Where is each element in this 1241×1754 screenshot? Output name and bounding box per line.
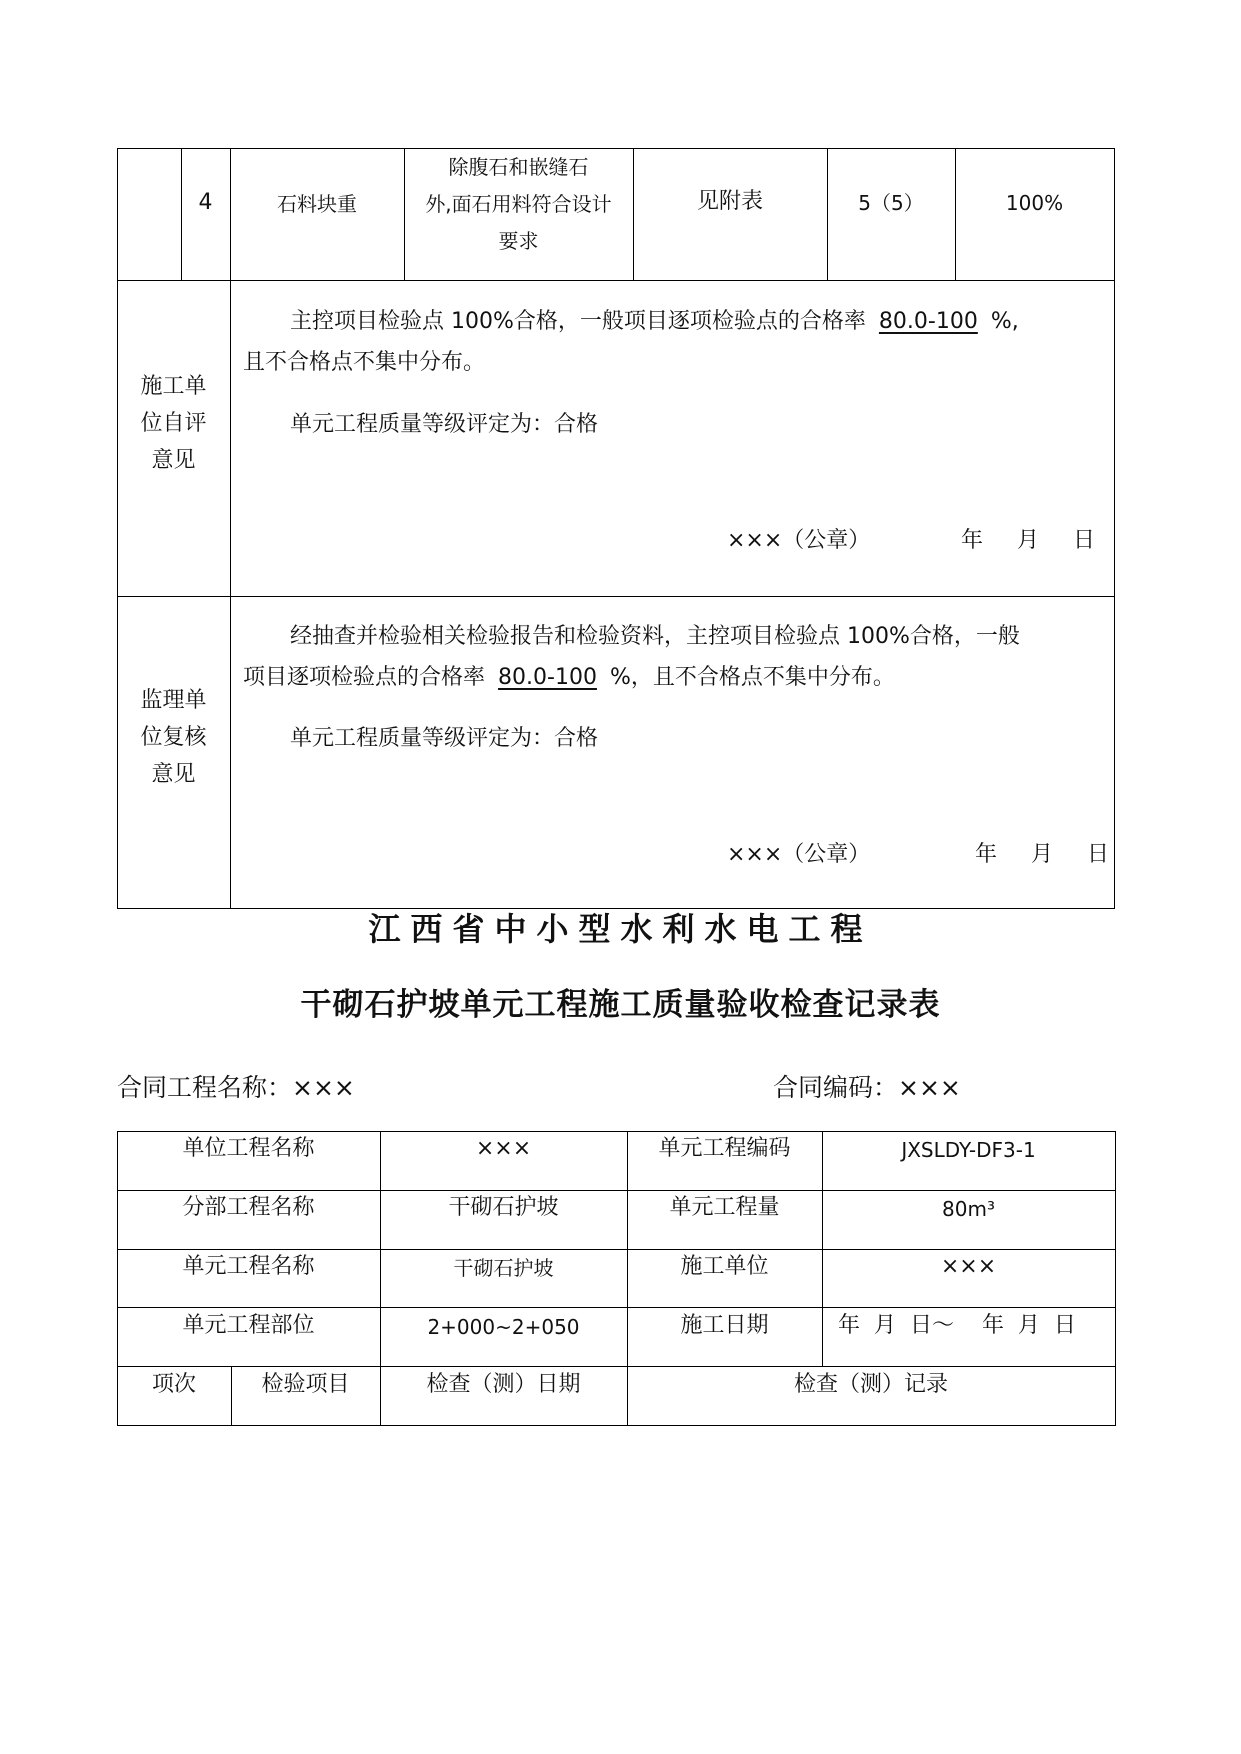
table-border [117,1249,1116,1250]
element-code-label: 单元工程编码 [658,1136,791,1161]
self-eval-grade: 单元工程质量等级评定为：合格 [290,412,599,437]
self-eval-line1 [290,309,1019,335]
header-inspection-item: 检验项目 [261,1372,350,1397]
table-border [1115,1131,1116,1426]
requirement-line-1: 除腹石和嵌缝石 [448,155,589,179]
contract-code: 合同编码：××× [773,1073,961,1102]
header-item-no: 项次 [151,1372,196,1397]
table-border [117,1190,1116,1191]
document-title-line2: 干砌石护坡单元工程施工质量验收检查记录表 [300,987,941,1023]
contract-name: 合同工程名称：××× [117,1073,355,1102]
table-border [230,148,231,909]
element-quantity-label: 单元工程量 [669,1195,780,1220]
self-eval-date: 年 月 日 [961,528,1102,553]
table-border [117,1131,1116,1132]
construction-date-label: 施工日期 [680,1313,769,1338]
table-border [117,148,118,909]
supervisor-label-1: 监理单 [140,688,207,713]
element-name-label: 单元工程名称 [182,1254,315,1279]
table-border [117,1307,1116,1308]
table-border [117,1366,1116,1367]
element-name-value: 干砌石护坡 [453,1256,554,1280]
element-location-label: 单元工程部位 [182,1313,315,1338]
unit-project-name-label: 单位工程名称 [182,1136,315,1161]
supervisor-label-2: 位复核 [140,725,207,750]
self-eval-line1-suffix: %, [990,309,1019,334]
supervisor-grade: 单元工程质量等级评定为：合格 [290,726,599,751]
table-border [117,596,1114,597]
unit-project-name-value: ××× [475,1136,532,1161]
self-eval-pass-rate: 80.0-100 [878,309,978,334]
row-index: 4 [198,190,213,215]
construction-unit-label: 施工单位 [680,1254,769,1279]
supervisor-pass-rate: 80.0-100 [498,665,597,690]
table-border [117,280,1114,281]
rate-cell: 100% [1005,191,1064,215]
self-eval-label-1: 施工单 [140,374,207,399]
table-border [117,148,1114,149]
table-border [1114,148,1115,909]
supervisor-seal: ×××（公章） [727,842,871,867]
division-project-name-label: 分部工程名称 [182,1195,315,1220]
header-inspection-record: 检查（测）记录 [793,1372,948,1397]
construction-unit-value: ××× [940,1254,997,1279]
element-quantity-value: 80m³ [942,1197,995,1221]
element-location-value: 2+000~2+050 [427,1315,580,1339]
construction-date-value: 年 月 日～ 年 月 日 [838,1313,1076,1338]
count-cell: 5（5） [858,191,924,215]
self-eval-line2: 且不合格点不集中分布。 [243,350,486,375]
supervisor-date: 年 月 日 [975,842,1116,867]
supervisor-line2-suffix: %，且不合格点不集中分布。 [610,665,895,690]
document-title-line1: 江西省中小型水利水电工程 [368,910,873,948]
element-code-value: JXSLDY-DF3-1 [901,1138,1036,1162]
table-border [117,1425,1116,1426]
table-border [822,1131,823,1367]
header-inspection-date: 检查（测）日期 [426,1372,581,1397]
self-eval-label-2: 位自评 [140,411,207,436]
self-eval-line1-prefix: 主控项目检验点 100%合格，一般项目逐项检验点的合格率 [290,309,866,334]
inspection-item: 石料块重 [277,192,357,216]
supervisor-label-3: 意见 [151,762,196,787]
record-cell: 见附表 [696,189,763,214]
requirement-line-2: 外,面石用料符合设计 [425,192,612,216]
requirement-line-3: 要求 [498,229,539,253]
self-eval-seal: ×××（公章） [727,528,871,553]
self-eval-label-3: 意见 [151,448,196,473]
division-project-name-value: 干砌石护坡 [448,1195,559,1220]
supervisor-line2-prefix: 项目逐项检验点的合格率 [243,665,486,690]
supervisor-line1: 经抽查并检验相关检验报告和检验资料，主控项目检验点 100%合格，一般 [290,624,1020,649]
table-border [117,908,1114,909]
supervisor-line2 [243,665,895,691]
